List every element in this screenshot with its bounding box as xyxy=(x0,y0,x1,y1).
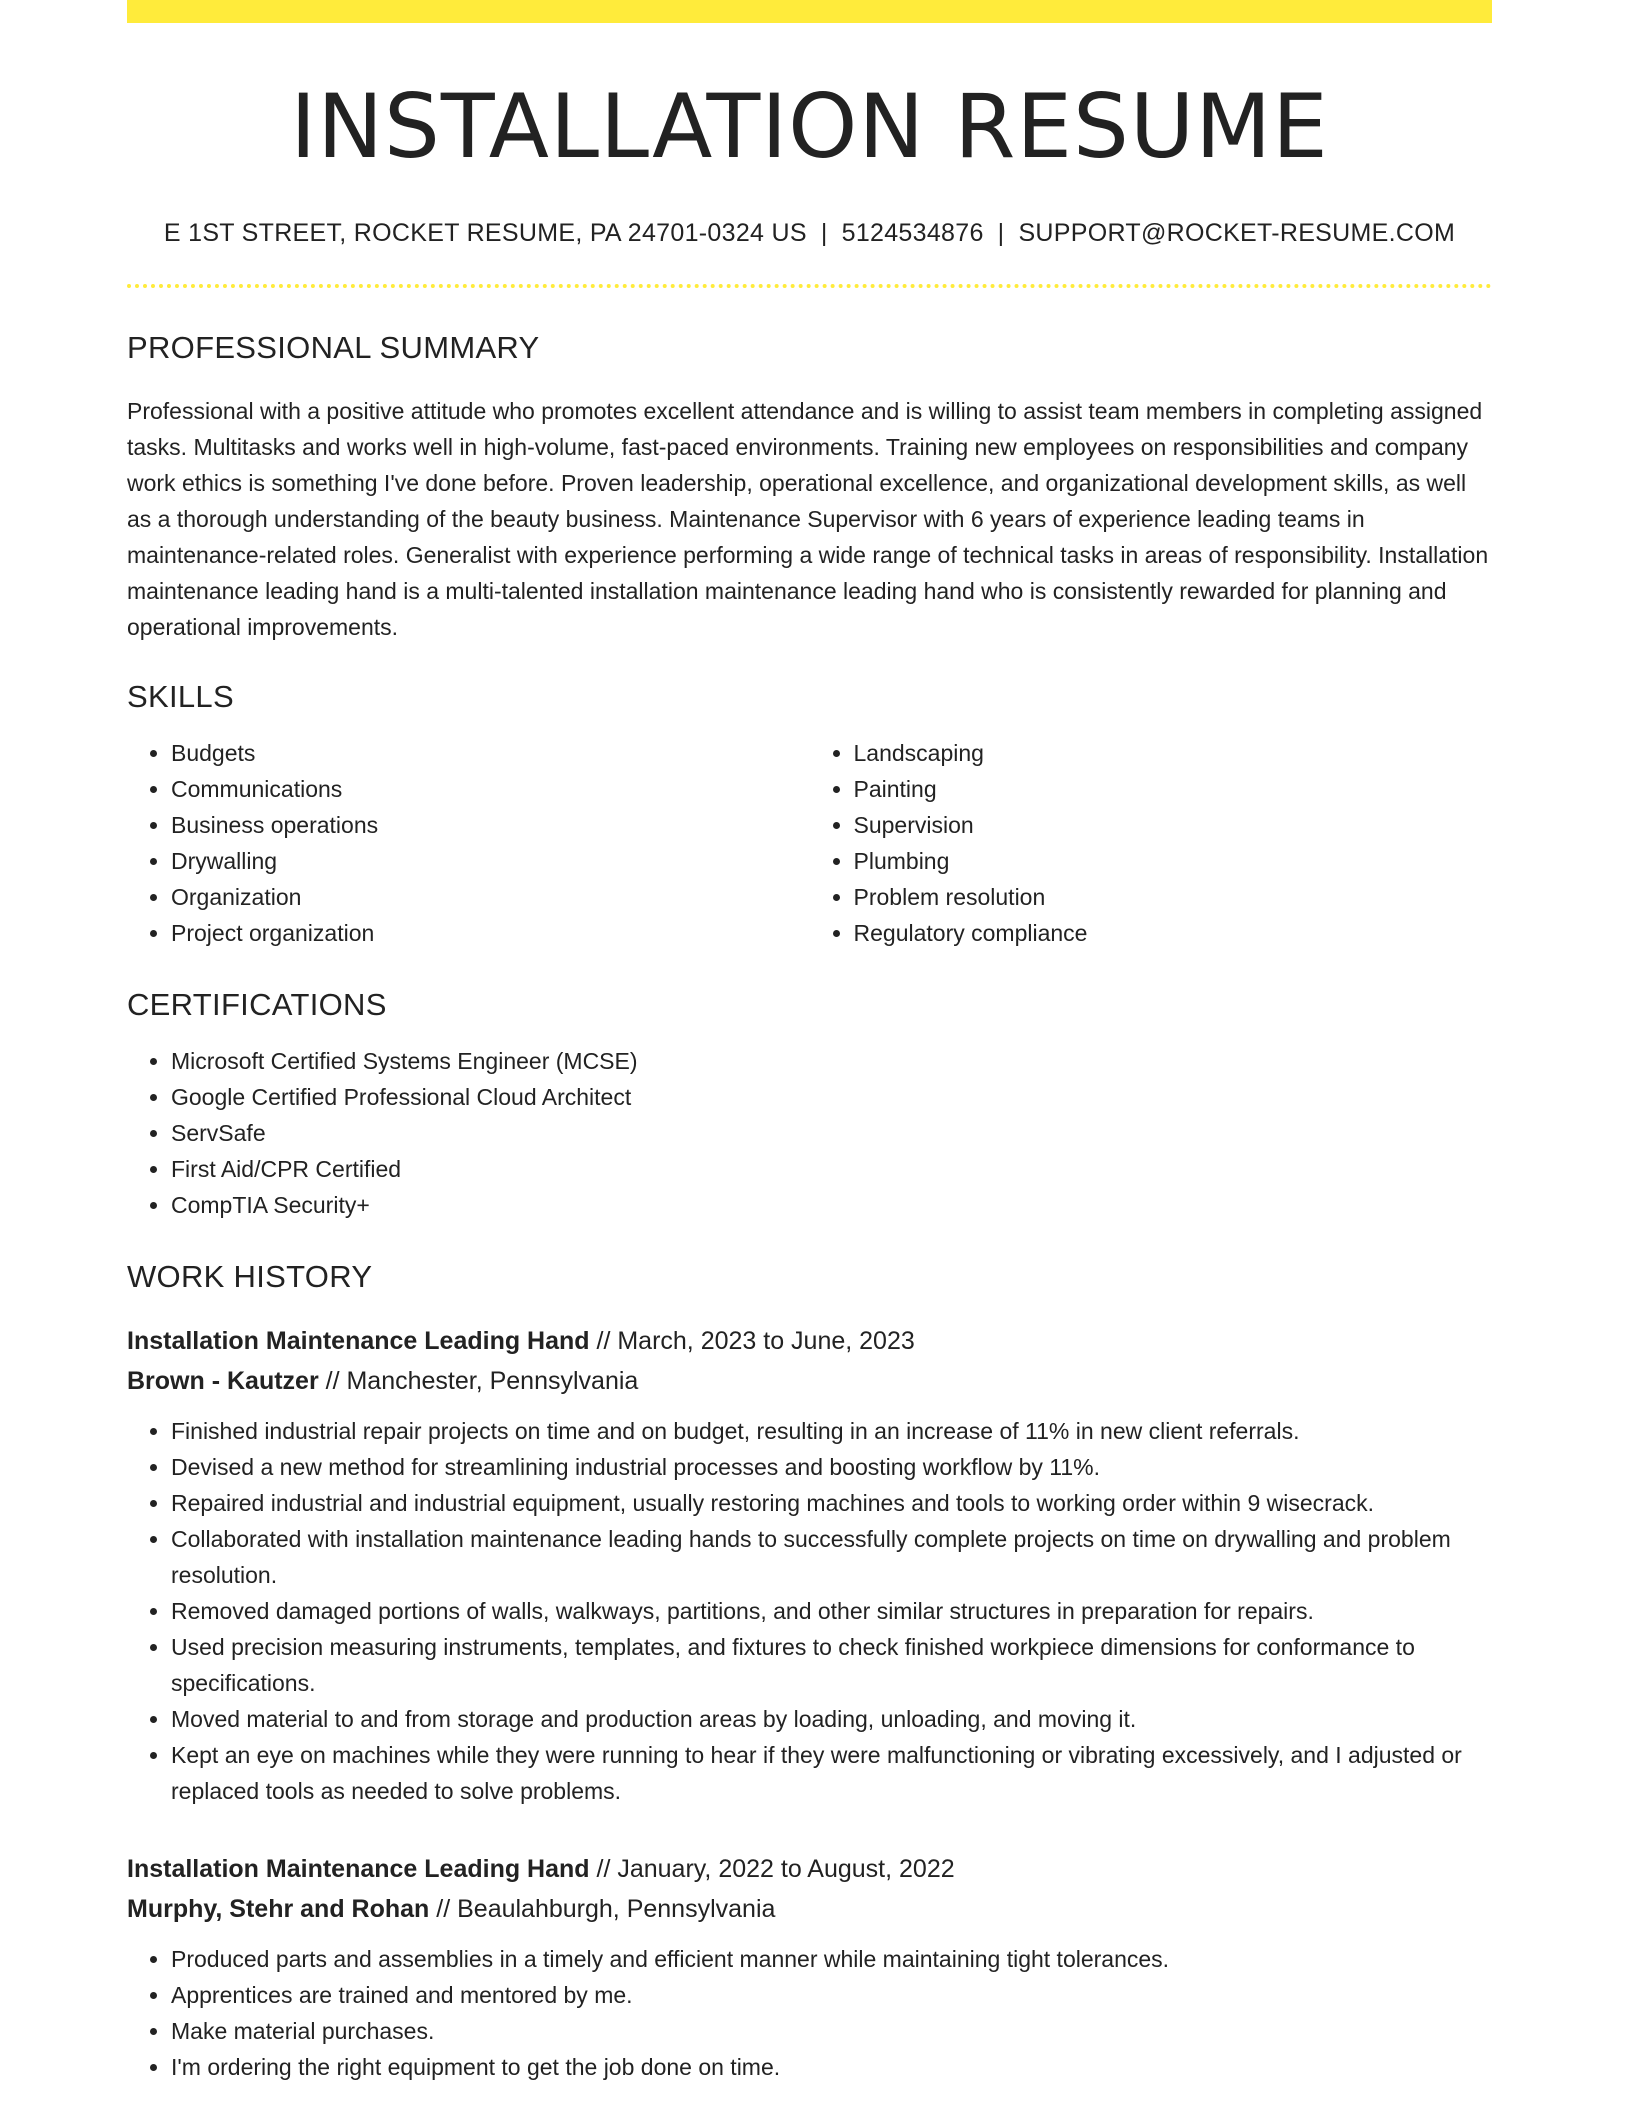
job-entry xyxy=(127,1321,1492,1809)
job-bullet: • Make material purchases. xyxy=(171,2013,1492,2049)
job-bullets xyxy=(127,1413,1492,1809)
job-bullet: • Collaborated with installation maintenance leading hands to successfully complete projects on time on drywalling and problem resolution. xyxy=(171,1521,1492,1593)
job-bullet: • Produced parts and assemblies in a timely and efficient manner while maintaining tight tolerances. xyxy=(171,1941,1492,1977)
dotted-divider xyxy=(127,284,1492,288)
section-title-skills: SKILLS xyxy=(127,679,234,715)
certifications-list xyxy=(127,1043,1492,1223)
job-bullet: • Removed damaged portions of walls, walkways, partitions, and other similar structures in preparation for repairs. xyxy=(171,1593,1492,1629)
resume-page xyxy=(127,0,1492,2085)
skill-item: • Regulatory compliance xyxy=(854,915,1493,951)
section-title-summary: PROFESSIONAL SUMMARY xyxy=(127,330,540,366)
job-location: // Manchester, Pennsylvania xyxy=(318,1367,639,1396)
skill-item: • Painting xyxy=(854,771,1493,807)
resume-title: INSTALLATION RESUME xyxy=(290,75,1329,178)
job-company: Murphy, Stehr and Rohan xyxy=(127,1895,430,1924)
skill-item: • Budgets xyxy=(171,735,810,771)
job-bullet: • Kept an eye on machines while they were running to hear if they were malfunctioning or vibrating excessively, and I adjusted or replaced tools as needed to solve problems. xyxy=(171,1737,1492,1809)
job-bullet: • Repaired industrial and industrial equipment, usually restoring machines and tools to working order within 9 wisecrack. xyxy=(171,1485,1492,1521)
skill-item: • Project organization xyxy=(171,915,810,951)
skill-item: • Landscaping xyxy=(854,735,1493,771)
job-role: Installation Maintenance Leading Hand xyxy=(127,1855,590,1884)
summary-text: Professional with a positive attitude who promotes excellent attendance and is willing to assist team members in completing assigned tasks. Multitasks and works well in high-volume, fast-paced environments. Training new employees on responsibilities and company work ethics is something I've done before. Proven leadership, operational excellence, and organizational development skills, as well as a thorough understanding of the beauty business. Maintenance Supervisor with 6 years of experience leading teams in maintenance-related roles. Generalist with experience performing a wide range of technical tasks in areas of responsibility. Installation maintenance leading hand is a multi-talented installation maintenance leading hand who is consistently rewarded for planning and operational improvements. xyxy=(127,398,1489,641)
skill-item: • Communications xyxy=(171,771,810,807)
job-bullets xyxy=(127,1941,1492,2085)
contact-separator: | xyxy=(820,219,828,248)
skill-item: • Plumbing xyxy=(854,843,1493,879)
skills-list-right xyxy=(810,735,1493,951)
job-bullet: • Moved material to and from storage and production areas by loading, unloading, and moving it. xyxy=(171,1701,1492,1737)
skill-item: • Supervision xyxy=(854,807,1493,843)
job-bullet: • Apprentices are trained and mentored by me. xyxy=(171,1977,1492,2013)
certification-item: • ServSafe xyxy=(171,1115,1492,1151)
contact-email: SUPPORT@ROCKET-RESUME.COM xyxy=(1018,219,1456,248)
job-title-line xyxy=(127,1321,1492,1361)
contact-address: E 1ST STREET, ROCKET RESUME, PA 24701-0324 US xyxy=(163,219,807,248)
job-bullet: • I'm ordering the right equipment to get the job done on time. xyxy=(171,2049,1492,2085)
skill-item: • Drywalling xyxy=(171,843,810,879)
section-title-work-history: WORK HISTORY xyxy=(127,1259,373,1295)
certification-item: • Microsoft Certified Systems Engineer (MCSE) xyxy=(171,1043,1492,1079)
contact-separator: | xyxy=(997,219,1005,248)
job-entry xyxy=(127,1849,1492,2085)
certification-item: • First Aid/CPR Certified xyxy=(171,1151,1492,1187)
job-bullet: • Used precision measuring instruments, templates, and fixtures to check finished workpiece dimensions for conformance to specifications. xyxy=(171,1629,1492,1701)
job-dates: // January, 2022 to August, 2022 xyxy=(589,1855,955,1884)
job-role: Installation Maintenance Leading Hand xyxy=(127,1327,590,1356)
job-company-line xyxy=(127,1361,1492,1401)
contact-phone: 5124534876 xyxy=(841,219,984,248)
job-bullet: • Devised a new method for streamlining industrial processes and boosting workflow by 11%. xyxy=(171,1449,1492,1485)
skill-item: • Organization xyxy=(171,879,810,915)
job-title-line xyxy=(127,1849,1492,1889)
accent-top-bar xyxy=(127,0,1492,23)
skill-item: • Business operations xyxy=(171,807,810,843)
job-bullet: • Finished industrial repair projects on time and on budget, resulting in an increase of 11% in new client referrals. xyxy=(171,1413,1492,1449)
skills-columns xyxy=(127,735,1492,951)
certification-item: • Google Certified Professional Cloud Architect xyxy=(171,1079,1492,1115)
job-company-line xyxy=(127,1889,1492,1929)
job-company: Brown - Kautzer xyxy=(127,1367,319,1396)
skill-item: • Problem resolution xyxy=(854,879,1493,915)
section-title-certifications: CERTIFICATIONS xyxy=(127,987,387,1023)
certification-item: • CompTIA Security+ xyxy=(171,1187,1492,1223)
job-location: // Beaulahburgh, Pennsylvania xyxy=(429,1895,776,1924)
contact-line xyxy=(127,219,1492,248)
job-dates: // March, 2023 to June, 2023 xyxy=(589,1327,915,1356)
skills-list-left xyxy=(127,735,810,951)
